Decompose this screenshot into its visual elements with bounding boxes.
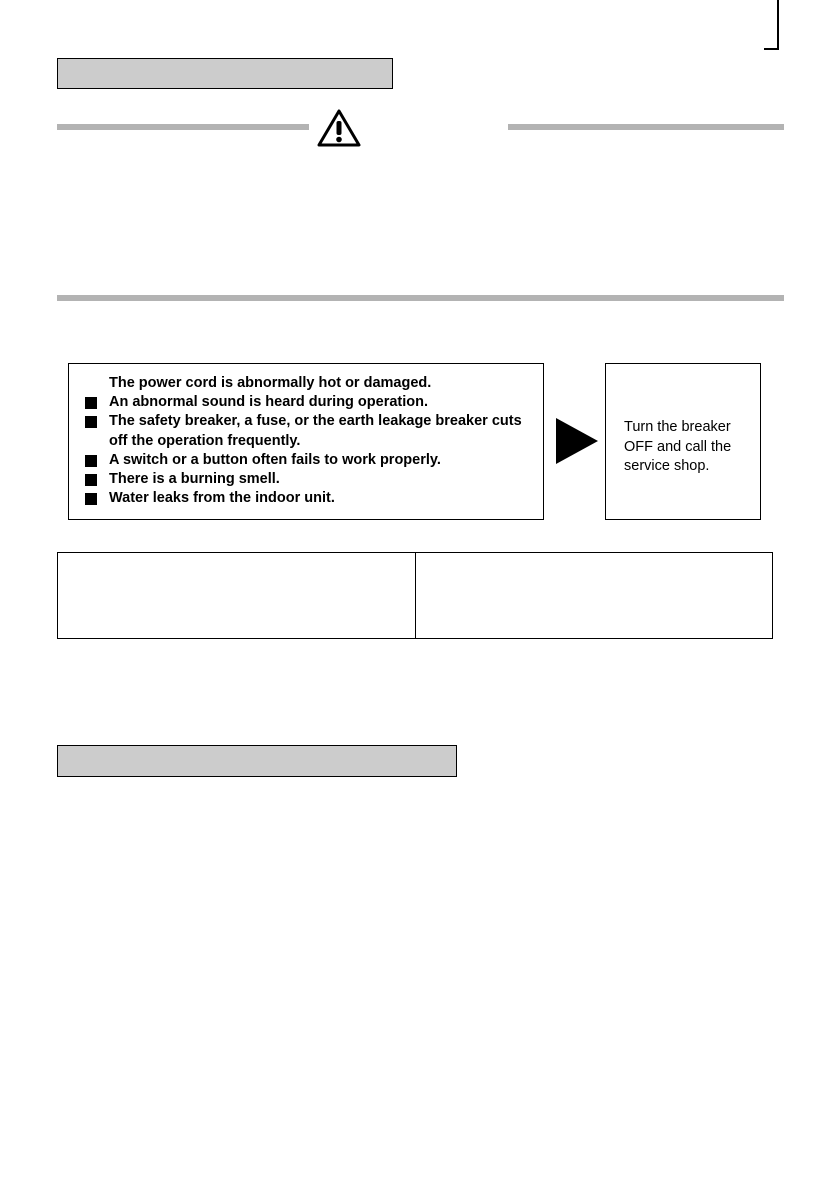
- warning-rule-right: [508, 124, 784, 130]
- square-bullet-icon: [85, 474, 97, 486]
- symptom-text: The power cord is abnormally hot or damaged.: [109, 375, 432, 391]
- table-cell-left: [58, 553, 415, 638]
- symptom-item: [83, 451, 531, 470]
- warning-triangle-icon: [316, 108, 362, 148]
- square-bullet-icon: [85, 455, 97, 467]
- symptom-item: [83, 470, 531, 489]
- symptom-text: Water leaks from the indoor unit.: [109, 490, 335, 507]
- warning-rule-left: [57, 124, 309, 130]
- warning-rule-bottom: [57, 295, 784, 301]
- action-box: [605, 363, 761, 520]
- arrow-right-icon: [556, 418, 598, 464]
- symptom-item: [83, 374, 531, 393]
- symptom-text: The safety breaker, a fuse, or the earth leakage breaker cuts off the operation frequently.: [109, 413, 522, 449]
- empty-two-column-table: [57, 552, 773, 639]
- symptom-list-box: [68, 363, 544, 520]
- section-header-bar-bottom: [57, 745, 457, 777]
- symptom-item: [83, 412, 531, 450]
- square-bullet-icon: [85, 397, 97, 409]
- symptom-text: An abnormal sound is heard during operation.: [109, 394, 429, 411]
- square-bullet-icon: [85, 493, 97, 505]
- symptom-item: [83, 393, 531, 412]
- crop-mark-horizontal: [764, 48, 778, 50]
- action-text: Turn the breaker OFF and call the service shop.: [624, 419, 732, 474]
- symptom-item: [83, 489, 531, 508]
- table-cell-right: [415, 553, 773, 638]
- section-header-bar-top: [57, 58, 393, 89]
- square-bullet-icon: [85, 416, 97, 428]
- crop-mark-vertical: [777, 0, 779, 50]
- symptom-text: There is a burning smell.: [109, 471, 280, 488]
- symptom-list: [83, 374, 531, 508]
- symptom-text: A switch or a button often fails to work properly.: [109, 451, 441, 468]
